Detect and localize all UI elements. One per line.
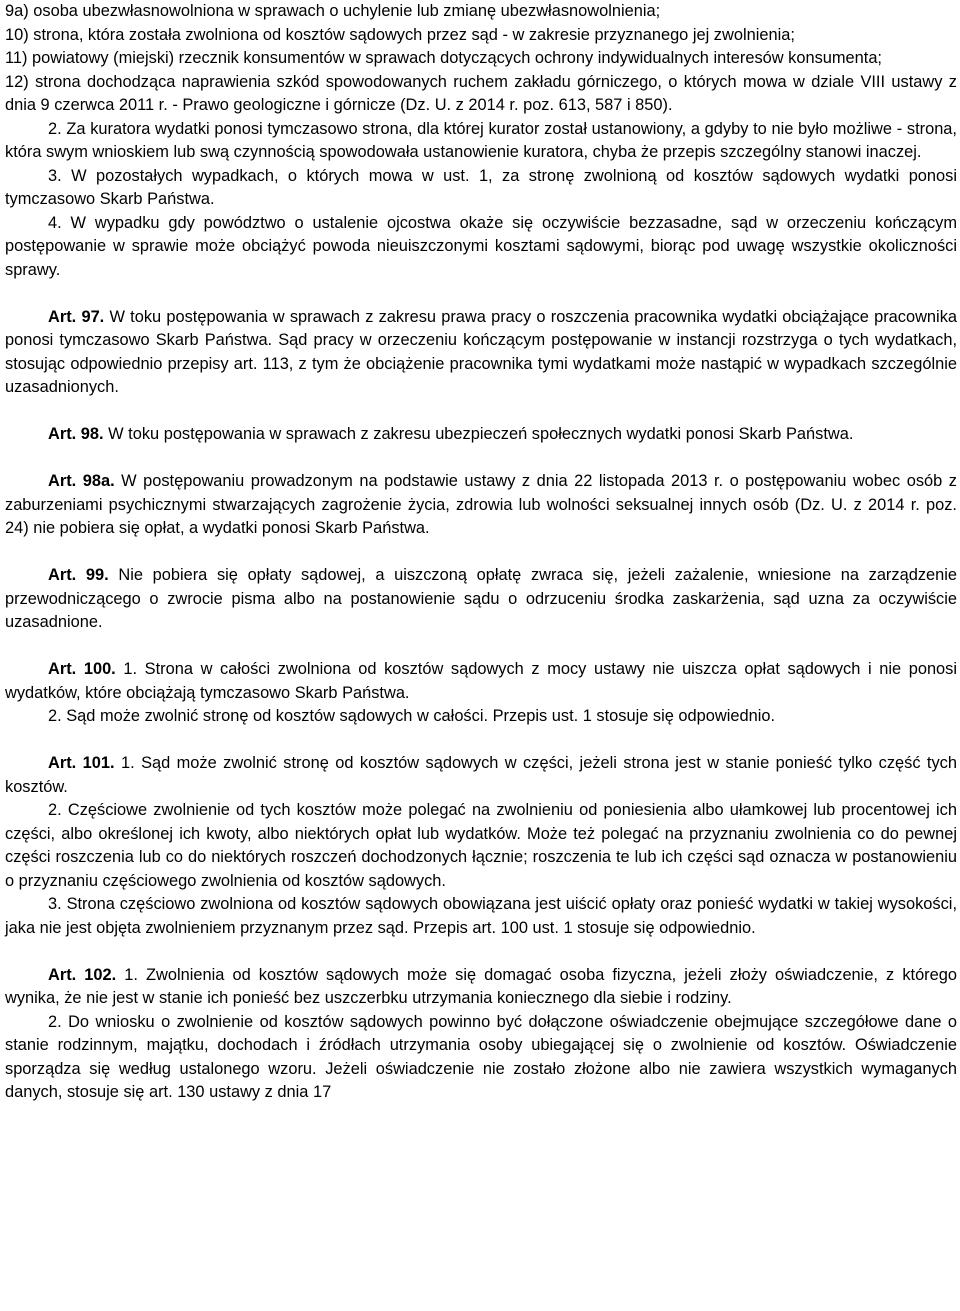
paragraph-text: Sąd może zwolnić stronę od kosztów sądowych w części, jeżeli strona jest w stanie ponieść tylko część tych kosztów.: [5, 754, 957, 796]
article-text: W toku postępowania w sprawach z zakresu ubezpieczeń społecznych wydatki ponosi Skarb Państwa.: [108, 425, 854, 443]
spacer: [5, 282, 957, 306]
paragraph-text: W wypadku gdy powództwo o ustalenie ojcostwa okaże się oczywiście bezzasadne, sąd w orzeczeniu kończącym postępowanie w sprawie może obciążyć powoda nieuiszczonymi kosztami sądowymi, biorąc pod uwagę wszystkie okoliczności sprawy.: [5, 213, 957, 279]
paragraph: [5, 212, 957, 283]
paragraph-text: Do wniosku o zwolnienie od kosztów sądowych powinno być dołączone oświadczenie obejmujące szczegółowe dane o stanie rodzinnym, majątku, dochodach i źródłach utrzymania osoby ubiegającej się o zwolnienie od kosztów. Oświadczenie sporządza się według ustalonego wzoru. Jeżeli oświadczenie nie zostało złożone albo nie zawiera wszystkich wymaganych danych, stosuje się art. 130 ustawy z dnia 17: [5, 1012, 957, 1101]
article-98a: [5, 470, 957, 541]
list-item: [5, 47, 957, 71]
article-text: W postępowaniu prowadzonym na podstawie ustawy z dnia 22 listopada 2013 r. o postępowaniu wobec osób z zaburzeniami psychicznymi stwarzających zagrożenie życia, zdrowia lub wolności seksualnej innych osób (Dz. U. z 2014 r. poz. 24) nie pobiera się opłat, a wydatki ponosi Skarb Państwa.: [5, 472, 957, 537]
paragraph-number: 4.: [48, 213, 62, 232]
paragraph-number: 1.: [123, 660, 138, 678]
list-item: [5, 0, 957, 24]
paragraph-number: 2.: [48, 119, 62, 138]
spacer: [5, 729, 957, 753]
list-item-text: powiatowy (miejski) rzecznik konsumentów w sprawach dotyczących ochrony indywidualnych interesów konsumenta;: [32, 49, 882, 67]
paragraph-number: 2.: [48, 1012, 62, 1031]
article-text: W toku postępowania w sprawach z zakresu prawa pracy o roszczenia pracownika wydatki obciążające pracownika ponosi tymczasowo Skarb Państwa. Sąd pracy w orzeczeniu kończącym postępowanie w instancji rozstrzyga o tych wydatkach, stosując odpowiednio przepisy art. 113, z tym że obciążenie pracownika tymi wydatkami może nastąpić w wypadkach szczególnie uzasadnionych.: [5, 307, 958, 396]
list-item-number: 12): [5, 72, 29, 91]
article-label: Art. 98a.: [48, 472, 115, 490]
paragraph-number: 3.: [48, 895, 62, 913]
spacer: [5, 940, 957, 964]
article-label: Art. 102.: [48, 965, 117, 984]
paragraph-text: Sąd może zwolnić stronę od kosztów sądowych w całości. Przepis ust. 1 stosuje się odpowiednio.: [66, 707, 776, 725]
article-99: [5, 564, 957, 635]
article-label: Art. 101.: [48, 754, 115, 772]
spacer: [5, 447, 957, 471]
paragraph: [5, 1011, 957, 1105]
document-page: [5, 0, 957, 1105]
article-97: [5, 306, 957, 400]
article-text: Nie pobiera się opłaty sądowej, a uiszczoną opłatę zwraca się, jeżeli zażalenie, wniesione na zarządzenie przewodniczącego o zwrocie pisma albo na postanowienie sądu o odrzuceniu środka zaskarżenia, sąd uzna za oczywiście uzasadnione.: [5, 566, 958, 631]
article-label: Art. 98.: [48, 425, 104, 443]
paragraph: [5, 118, 957, 165]
article-98: [5, 423, 957, 447]
paragraph-number: 2.: [48, 707, 62, 725]
article-label: Art. 99.: [48, 566, 109, 584]
paragraph-text: Zwolnienia od kosztów sądowych może się domagać osoba fizyczna, jeżeli złoży oświadczenie, z którego wynika, że nie jest w stanie ich ponieść bez uszczerbku utrzymania koniecznego dla siebie i rodziny.: [5, 965, 957, 1007]
list-item: [5, 24, 957, 48]
paragraph: [5, 799, 957, 893]
list-item-number: 9a): [5, 2, 29, 20]
paragraph-text: Częściowe zwolnienie od tych kosztów może polegać na zwolnieniu od poniesienia albo ułamkowej lub procentowej ich części, albo określonej ich kwoty, albo niektórych opłat lub wydatków. Może też polegać na przyznaniu zwolnienia co do pewnej części roszczenia lub co do niektórych roszczeń dochodzonych łącznie; roszczenia te lub ich części sąd oznacza w postanowieniu o przyznaniu częściowego zwolnienia od kosztów sądowych.: [5, 801, 957, 890]
list-item: [5, 71, 957, 118]
paragraph-number: 2.: [48, 801, 62, 819]
paragraph-text: Strona w całości zwolniona od kosztów sądowych z mocy ustawy nie uiszcza opłat sądowych i nie ponosi wydatków, które obciążają tymczasowo Skarb Państwa.: [5, 660, 958, 702]
spacer: [5, 635, 957, 659]
paragraph: [5, 705, 957, 729]
paragraph-text: W pozostałych wypadkach, o których mowa w ust. 1, za stronę zwolnioną od kosztów sądowych wydatki ponosi tymczasowo Skarb Państwa.: [5, 166, 957, 208]
article-label: Art. 97.: [48, 307, 105, 326]
list-item-text: osoba ubezwłasnowolniona w sprawach o uchylenie lub zmianę ubezwłasnowolnienia;: [33, 2, 661, 20]
list-item-text: strona dochodząca naprawienia szkód spowodowanych ruchem zakładu górniczego, o których mowa w dziale VIII ustawy z dnia 9 czerwca 2011 r. - Prawo geologiczne i górnicze (Dz. U. z 2014 r. poz. 613, 587 i 850).: [5, 72, 957, 114]
paragraph-number: 3.: [48, 166, 62, 185]
paragraph: [5, 893, 957, 940]
paragraph: [5, 165, 957, 212]
article-101: [5, 752, 957, 799]
paragraph-number: 1.: [124, 965, 138, 984]
paragraph-number: 1.: [120, 754, 135, 772]
list-item-number: 11): [5, 49, 28, 67]
list-item-number: 10): [5, 25, 29, 44]
paragraph-text: Za kuratora wydatki ponosi tymczasowo strona, dla której kurator został ustanowiony, a gdyby to nie było możliwe - strona, która swym wnioskiem lub swą czynnością spowodowała ustanowienie kuratora, chyba że przepis szczególny stanowi inaczej.: [5, 119, 957, 161]
article-100: [5, 658, 957, 705]
list-item-text: strona, która została zwolniona od kosztów sądowych przez sąd - w zakresie przyznanego jej zwolnienia;: [33, 25, 795, 44]
spacer: [5, 541, 957, 565]
article-102: [5, 964, 957, 1011]
article-label: Art. 100.: [48, 660, 116, 678]
spacer: [5, 400, 957, 424]
paragraph-text: Strona częściowo zwolniona od kosztów sądowych obowiązana jest uiścić opłaty oraz ponieść wydatki w takiej wysokości, jaka nie jest objęta zwolnieniem przyznanym przez sąd. Przepis art. 100 ust. 1 stosuje się odpowiednio.: [5, 895, 957, 937]
